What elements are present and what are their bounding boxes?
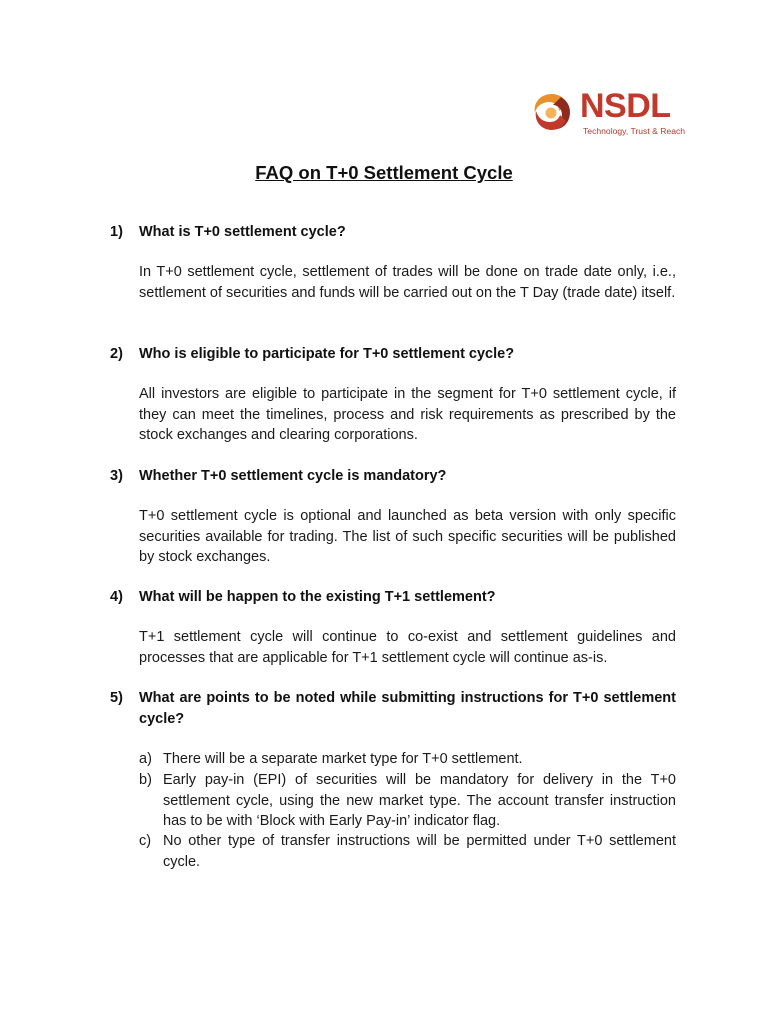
question-number: 2) — [110, 346, 123, 362]
question-number: 4) — [110, 589, 123, 605]
nsdl-logo — [530, 87, 686, 140]
point-text: Early pay-in (EPI) of securities will be mandatory for delivery in the T+0 settlement cycle, using the new market type. The account transfer instruction has to be with ‘Block with Early Pay-in’ indicator flag. — [163, 772, 676, 829]
question-number: 3) — [110, 468, 123, 484]
faq-question-2 — [110, 344, 676, 365]
question-text: Whether T+0 settlement cycle is mandatory? — [139, 468, 447, 484]
point-marker: b) — [139, 772, 152, 788]
faq-answer-2: All investors are eligible to participate in the segment for T+0 settlement cycle, if they can meet the timelines, process and risk requirements as prescribed by the stock exchanges and clearing corporations. — [139, 386, 676, 443]
faq-answer-3: T+0 settlement cycle is optional and launched as beta version with only specific securities available for trading. The list of such specific securities will be published by stock exchanges. — [139, 508, 676, 565]
logo-tagline: Technology, Trust & Reach — [583, 126, 686, 136]
faq-question-4 — [110, 587, 676, 608]
question-number: 1) — [110, 224, 123, 240]
question-number: 5) — [110, 690, 123, 706]
faq-answer-4: T+1 settlement cycle will continue to co-exist and settlement guidelines and processes that are applicable for T+1 settlement cycle will continue as-is. — [139, 629, 676, 666]
faq-question-5 — [110, 688, 676, 730]
logo-wordmark: NSDL — [580, 87, 671, 125]
question-text: What will be happen to the existing T+1 settlement? — [139, 589, 496, 605]
page-title: FAQ on T+0 Settlement Cycle — [255, 162, 513, 183]
faq-5-point-a — [139, 749, 676, 770]
question-text: Who is eligible to participate for T+0 settlement cycle? — [139, 346, 515, 362]
question-text: What is T+0 settlement cycle? — [139, 224, 346, 240]
faq-5-point-b — [139, 770, 676, 832]
faq-answer-1: In T+0 settlement cycle, settlement of trades will be done on trade date only, i.e., settlement of securities and funds will be carried out on the T Day (trade date) itself. — [139, 264, 676, 301]
point-text: No other type of transfer instructions will be permitted under T+0 settlement cycle. — [163, 833, 676, 870]
point-marker: c) — [139, 833, 152, 849]
faq-question-3 — [110, 466, 676, 487]
faq-question-1 — [110, 222, 676, 243]
point-marker: a) — [139, 751, 152, 767]
point-text: There will be a separate market type for T+0 settlement. — [163, 751, 523, 767]
question-text: What are points to be noted while submitting instructions for T+0 settlement cycle? — [139, 690, 676, 727]
nsdl-swirl-icon — [530, 90, 574, 134]
faq-5-point-c — [139, 831, 676, 872]
